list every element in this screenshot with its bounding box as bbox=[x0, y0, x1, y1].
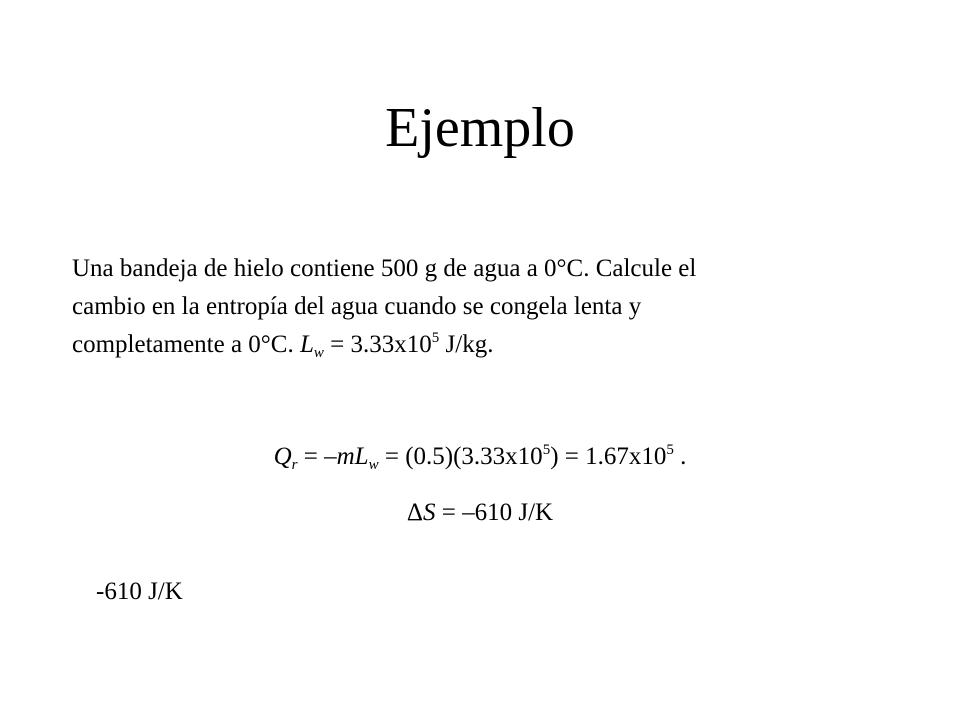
problem-line-2: cambio en la entropía del agua cuando se congela lenta y bbox=[72, 293, 642, 320]
heat-formula-part-1: = – bbox=[297, 443, 337, 470]
mass-latent-symbol: mL bbox=[336, 443, 369, 470]
entropy-formula bbox=[0, 496, 960, 530]
latent-heat-subscript: w bbox=[313, 345, 324, 361]
heat-formula-exponent-1: 5 bbox=[542, 442, 551, 458]
latent-heat-unit: J/kg. bbox=[439, 331, 494, 358]
delta-symbol: Δ bbox=[406, 499, 423, 526]
heat-formula-part-4: . bbox=[673, 443, 687, 470]
mass-latent-subscript: w bbox=[368, 457, 379, 473]
latent-heat-exponent: 5 bbox=[431, 330, 440, 346]
heat-formula-part-3: ) = 1.67x10 bbox=[550, 443, 667, 470]
problem-line-3-text: completamente a 0°C. bbox=[72, 331, 300, 358]
heat-symbol: Q bbox=[273, 443, 292, 470]
heat-formula bbox=[0, 440, 960, 474]
problem-line-1: Una bandeja de hielo contiene 500 g de agua a 0°C. Calcule el bbox=[72, 255, 697, 282]
heat-formula-exponent-2: 5 bbox=[666, 442, 674, 458]
problem-line-3 bbox=[72, 326, 882, 364]
entropy-symbol: S bbox=[423, 499, 436, 526]
problem-statement bbox=[72, 250, 882, 364]
slide-title: Ejemplo bbox=[385, 97, 575, 159]
heat-formula-part-2: = (0.5)(3.33x10 bbox=[378, 443, 543, 470]
latent-heat-symbol: L bbox=[299, 331, 314, 358]
answer-text: -610 J/K bbox=[96, 578, 183, 605]
entropy-value: = –610 J/K bbox=[435, 499, 554, 526]
latent-heat-equals: = 3.33x10 bbox=[323, 331, 432, 358]
heat-subscript: r bbox=[291, 457, 298, 473]
